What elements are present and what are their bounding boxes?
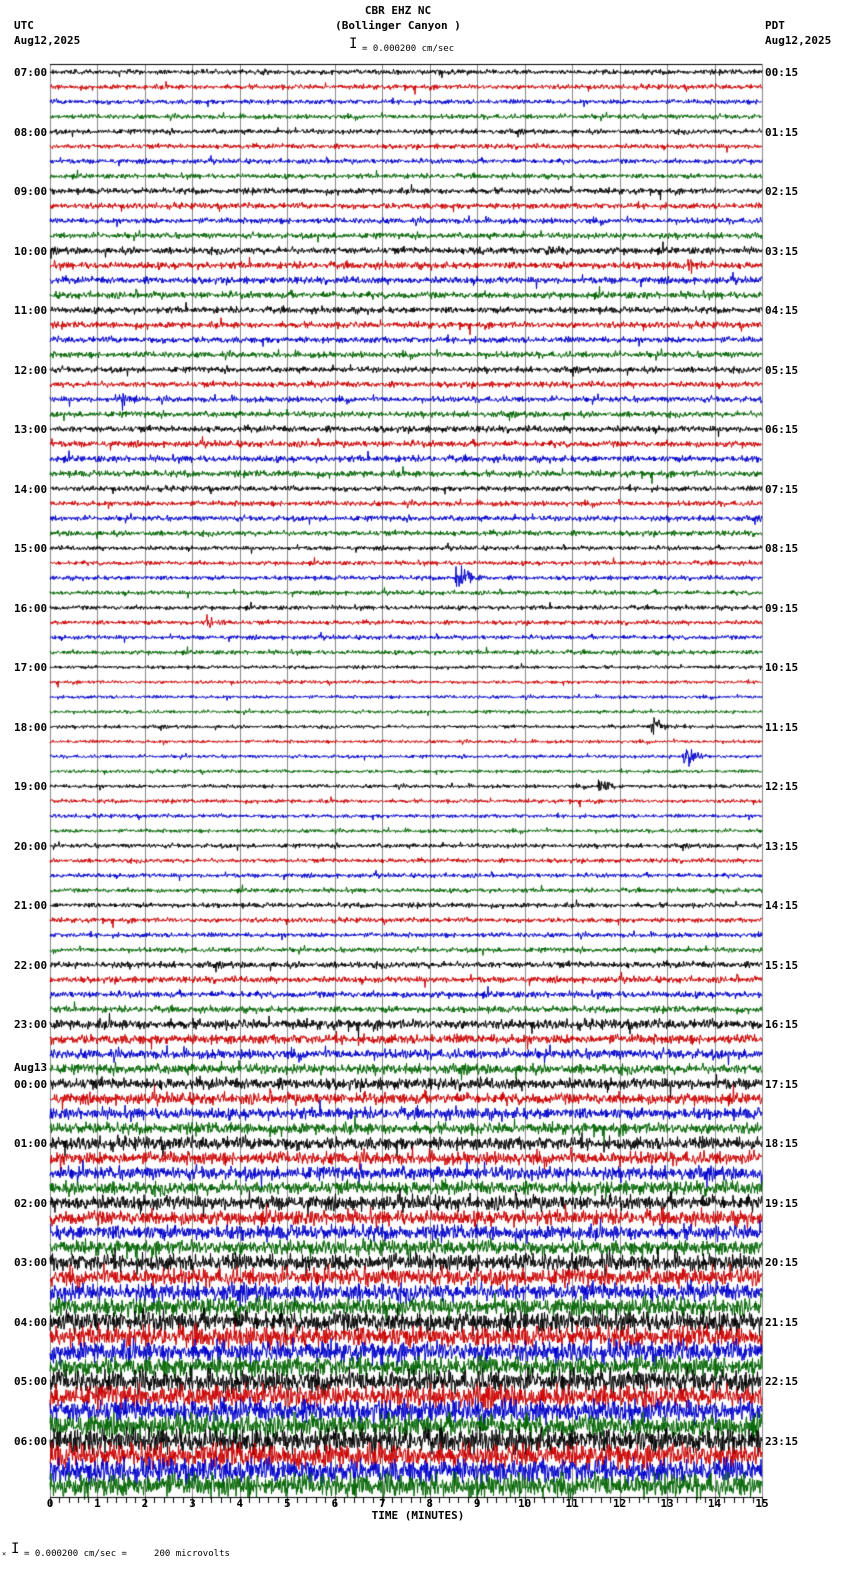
pdt-label: 06:15 <box>765 423 799 437</box>
utc-label: 15:00 <box>14 542 48 556</box>
utc-label: 18:00 <box>14 720 48 734</box>
x-tick-label: 3 <box>189 1497 196 1510</box>
pdt-label: 02:15 <box>765 185 799 199</box>
utc-label: 01:00 <box>14 1137 48 1151</box>
left-timezone: UTC <box>14 19 34 32</box>
scale-bar-icon-footer: I <box>11 1541 20 1557</box>
x-tick-label: 15 <box>755 1497 769 1510</box>
x-tick-label: 8 <box>426 1497 434 1510</box>
utc-label: 04:00 <box>14 1315 48 1329</box>
pdt-label: 20:15 <box>765 1256 799 1270</box>
scale-text: = 0.000200 cm/sec <box>362 44 455 54</box>
x-tick-label: 4 <box>236 1497 244 1510</box>
x-tick-label: 12 <box>612 1497 627 1510</box>
pdt-label: 13:15 <box>765 839 799 853</box>
utc-label: 06:00 <box>14 1434 48 1448</box>
utc-label: 09:00 <box>14 185 48 199</box>
pdt-label: 04:15 <box>765 304 799 318</box>
pdt-label: 09:15 <box>765 601 799 615</box>
right-timezone: PDT <box>765 19 785 32</box>
scale-marker-icon: × <box>2 1550 7 1558</box>
utc-label: 16:00 <box>14 601 48 615</box>
pdt-label: 05:15 <box>765 363 799 377</box>
x-tick-label: 7 <box>378 1497 386 1510</box>
pdt-label: 18:15 <box>765 1137 799 1151</box>
pdt-label: 08:15 <box>765 542 799 556</box>
station-location: (Bollinger Canyon ) <box>335 19 461 32</box>
pdt-label: 14:15 <box>765 899 799 913</box>
pdt-label: 23:15 <box>765 1434 799 1448</box>
pdt-label: 11:15 <box>765 720 799 734</box>
x-tick-label: 1 <box>94 1497 101 1510</box>
x-tick-label: 14 <box>707 1497 722 1510</box>
utc-label: 11:00 <box>14 304 48 318</box>
utc-label: 22:00 <box>14 958 48 972</box>
x-tick-label: 11 <box>565 1497 579 1510</box>
scale-bar-icon: I <box>349 36 358 52</box>
utc-label: 21:00 <box>14 899 48 913</box>
pdt-label: 10:15 <box>765 661 799 675</box>
utc-label: 13:00 <box>14 423 48 437</box>
pdt-label: 16:15 <box>765 1018 799 1032</box>
pdt-label: 19:15 <box>765 1196 799 1210</box>
pdt-label: 17:15 <box>765 1077 799 1091</box>
utc-label: 20:00 <box>14 839 48 853</box>
pdt-label: 07:15 <box>765 482 799 496</box>
utc-label: 07:00 <box>14 66 48 79</box>
pdt-label: 01:15 <box>765 125 799 139</box>
right-date: Aug12,2025 <box>765 34 832 47</box>
utc-label: 08:00 <box>14 125 48 139</box>
x-tick-label: 2 <box>141 1497 149 1510</box>
utc-label: 05:00 <box>14 1375 48 1389</box>
pdt-label: 00:15 <box>765 66 799 79</box>
utc-label: 17:00 <box>14 661 48 675</box>
left-date: Aug12,2025 <box>14 34 81 47</box>
x-tick-label: 10 <box>518 1497 532 1510</box>
pdt-label: 22:15 <box>765 1375 799 1389</box>
utc-label: 23:00 <box>14 1018 48 1032</box>
x-tick-label: 13 <box>660 1497 674 1510</box>
utc-label: 19:00 <box>14 780 48 794</box>
x-tick-label: 0 <box>46 1497 54 1510</box>
pdt-label: 03:15 <box>765 244 799 258</box>
x-tick-label: 9 <box>473 1497 481 1510</box>
pdt-label: 15:15 <box>765 958 799 972</box>
utc-label: 00:00 <box>14 1077 48 1091</box>
station-title: CBR EHZ NC <box>364 4 432 17</box>
pdt-label: 12:15 <box>765 780 799 794</box>
footer-scale-note: = 0.000200 cm/sec = 200 microvolts <box>24 1549 230 1559</box>
x-axis-label: TIME (MINUTES) <box>371 1509 465 1522</box>
utc-label: 02:00 <box>14 1196 48 1210</box>
pdt-label: 21:15 <box>765 1315 799 1329</box>
utc-label: 14:00 <box>14 482 48 496</box>
date-change-label: Aug13 <box>14 1061 48 1074</box>
x-tick-label: 6 <box>331 1497 339 1510</box>
utc-label: 03:00 <box>14 1256 48 1270</box>
utc-label: 10:00 <box>14 244 48 258</box>
utc-label: 12:00 <box>14 363 48 377</box>
x-tick-label: 5 <box>284 1497 291 1510</box>
